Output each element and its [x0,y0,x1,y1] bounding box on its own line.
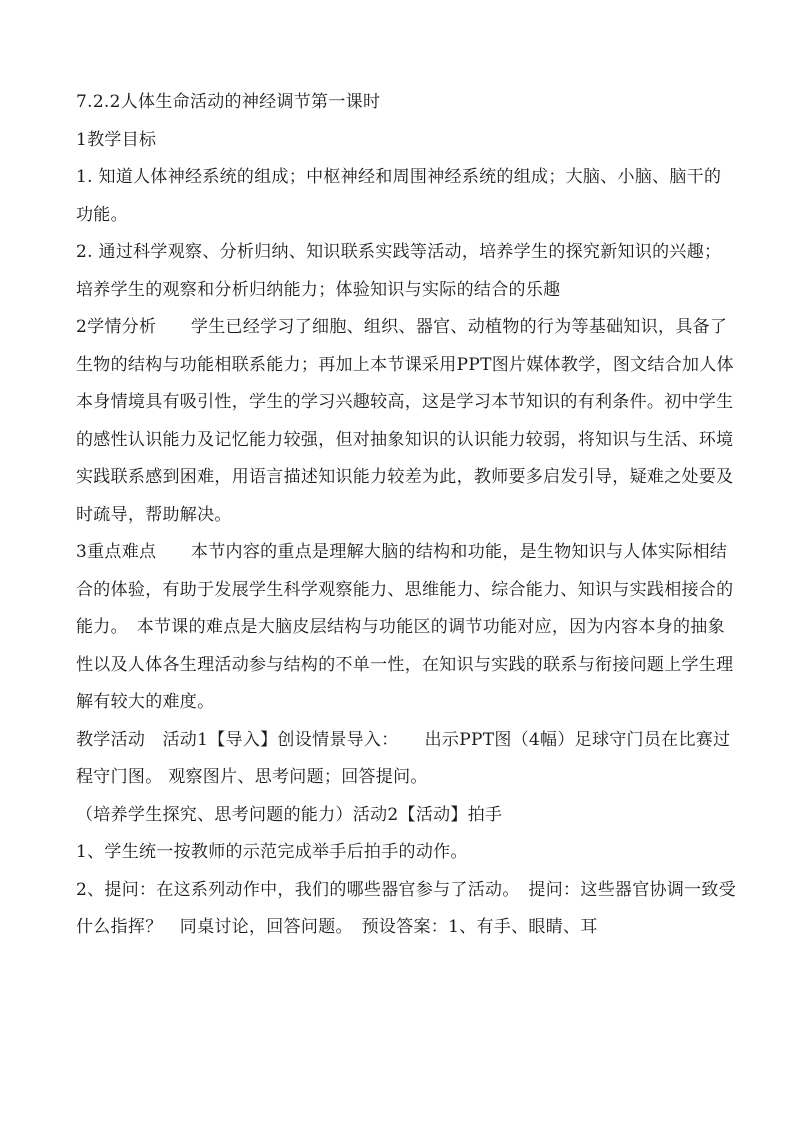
activity-step-2: 2、提问：在这系列动作中，我们的哪些器官参与了活动。 提问：这些器官协调一致受什么指挥？ 同桌讨论，回答问题。 预设答案：1、有手、眼睛、耳 [76,879,737,937]
paragraph-activity-2: （培养学生探究、思考问题的能力）活动2【活动】拍手 [76,804,503,825]
document-title: 7.2.2人体生命活动的神经调节第一课时 [76,92,381,112]
paragraph-key-difficulties: 3重点难点 本节内容的重点是理解大脑的结构和功能，是生物知识与人体实际相结合的体验，有助于发展学生科学观察能力、思维能力、综合能力、知识与实践相接合的能力。 本节课的难点是大脑皮层结构与功能区的调节功能对应，因为内容本身的抽象性以及人体各生理活动参与结构的不单一性，在知识与实践的联系与衔接问题上学生理解有较大的难度。 [76,542,734,712]
goal-item-1: 1. 知道人体神经系统的组成；中枢神经和周围神经系统的组成；大脑、小脑、脑干的功能。 [76,167,722,225]
goal-item-2: 2. 通过科学观察、分析归纳、知识联系实践等活动，培养学生的探究新知识的兴趣；培养学生的观察和分析归纳能力；体验知识与实际的结合的乐趣 [76,242,722,300]
paragraph-activity-1: 教学活动 活动1【导入】创设情景导入： 出示PPT图（4幅）足球守门员在比赛过程守门图。 观察图片、思考问题；回答提问。 [76,729,731,787]
document-body [76,84,736,947]
heading-teaching-goals: 1教学目标 [76,129,157,150]
paragraph-student-analysis: 2学情分析 学生已经学习了细胞、组织、器官、动植物的行为等基础知识，具备了生物的结构与功能相联系能力；再加上本节课采用PPT图片媒体教学，图文结合加人体本身情境具有吸引性，学生的学习兴趣较高，这是学习本节知识的有利条件。初中学生的感性认识能力及记忆能力较强，但对抽象知识的认识能力较弱，将知识与生活、环境实践联系感到困难，用语言描述知识能力较差为此，教师要多启发引导，疑难之处要及时疏导，帮助解决。 [76,317,734,525]
activity-step-1: 1、学生统一按教师的示范完成举手后拍手的动作。 [76,842,468,862]
